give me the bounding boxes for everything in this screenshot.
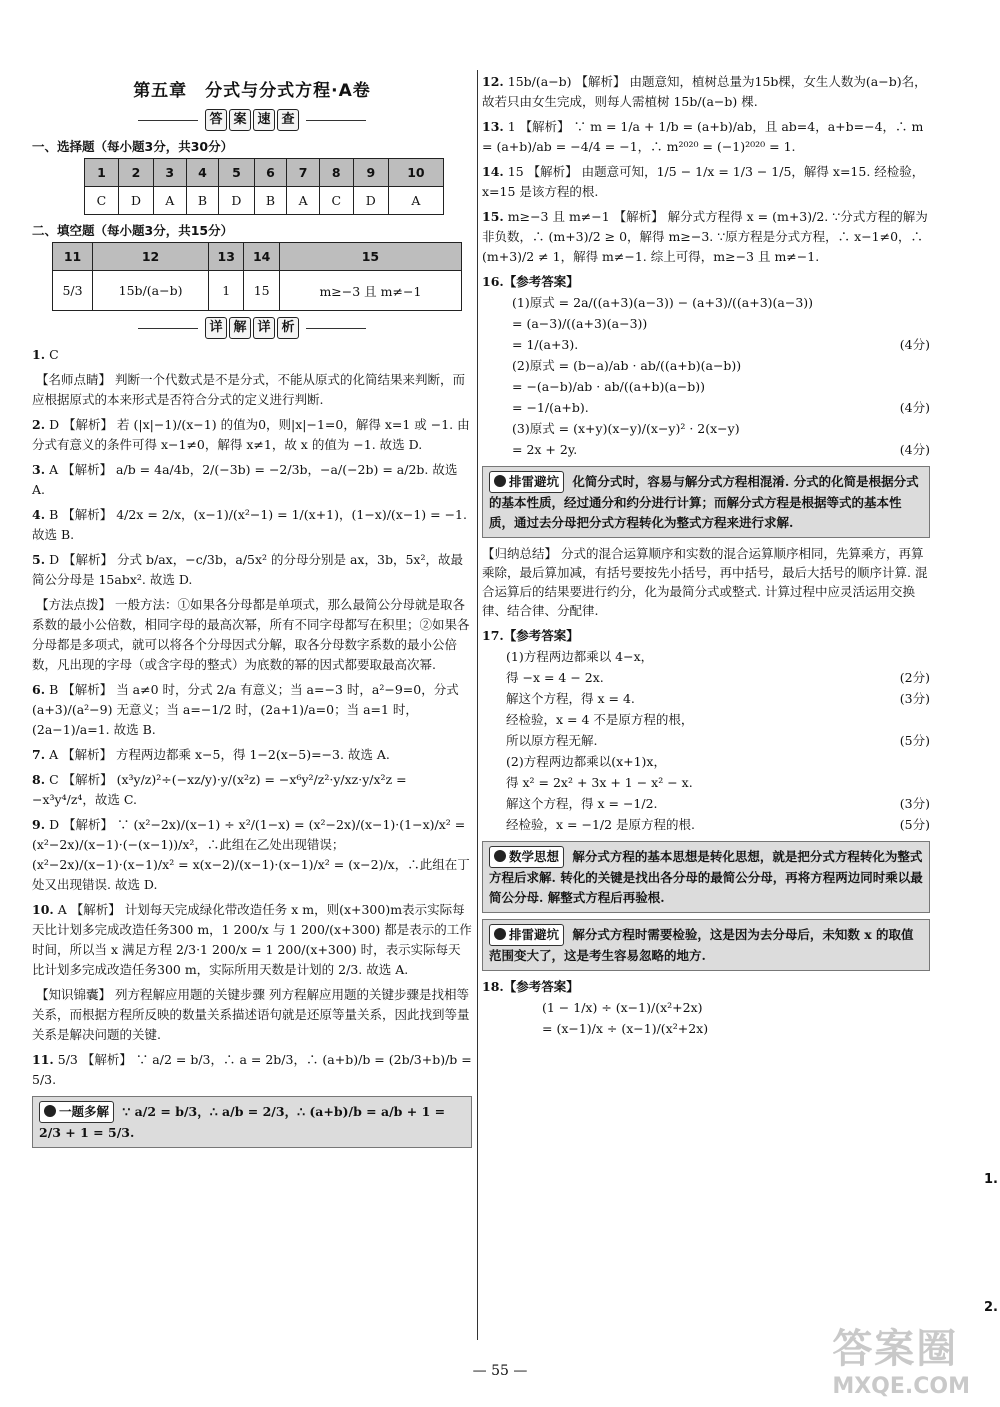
step-points: (5分) <box>899 733 930 748</box>
step-points <box>880 376 930 397</box>
step-points <box>880 646 930 667</box>
multi-solution-badge: 一题多解 <box>39 1101 114 1123</box>
solution-step <box>512 292 930 313</box>
step-text: 解这个方程，得 x = 4. <box>506 691 635 706</box>
item-text: 15 【解析】 由题意可知，1/5 − 1/x = 1/3 − 1/5，解得 x=15. 经检验，x=15 是该方程的根. <box>482 164 925 199</box>
item-number: 12. <box>482 74 504 89</box>
watermark-sub: MXQE.COM <box>832 1374 970 1399</box>
item-text: m≥−3 且 m≠−1 【解析】 解分式方程得 x = (m+3)/2. ∵分式方程的解为非负数，∴ (m+3)/2 ≥ 0，解得 m≥−3. ∵原方程是分式方程，∴ x−1≠0，∴ (m+3)/2 ≠ 1，解得 m≠−1. 综上可得，m≥−3 且 m≠−1. <box>482 209 928 264</box>
step-text: = (a−3)/((a+3)(a−3)) <box>512 316 648 331</box>
item-text: B 【解析】 当 a≠0 时，分式 2/a 有意义；当 a=−3 时，a²−9=0，分式 (a+3)/(a²−9) 无意义；当 a=−1/2 时，(2a+1)/a=0；当 a=1 时，(2a−1)/a=1. 故选 B. <box>32 682 459 737</box>
banner-char: 答 <box>205 109 227 131</box>
bulb-icon <box>494 475 506 487</box>
table-header-cell: 1 <box>85 159 119 187</box>
left-explanations <box>32 345 472 1090</box>
table-cell: D <box>219 187 254 215</box>
math-thought-text: 解分式方程的基本思想是转化思想，就是把分式方程转化为整式方程后求解. 转化的关键是找出各分母的最简公分母，再将方程两边同时乘以最简公分母. 解整式方程后再验根. <box>489 849 923 905</box>
solution-step <box>506 667 930 688</box>
step-text: (1)方程两边都乘以 4−x， <box>506 649 654 664</box>
solution-step <box>506 793 930 814</box>
table-header-cell: 13 <box>209 243 244 271</box>
multi-solution-box <box>32 1096 472 1148</box>
math-thought-badge: 数学思想 <box>489 846 564 868</box>
explanation-item <box>32 460 472 500</box>
table-header-cell: 7 <box>287 159 319 187</box>
step-points: (4分) <box>899 442 930 457</box>
banner-char: 案 <box>229 109 251 131</box>
step-text: = (x−1)/x ÷ (x−1)/(x²+2x) <box>542 1021 709 1036</box>
solution-step <box>512 439 930 460</box>
solution-step <box>506 730 930 751</box>
step-points <box>880 292 930 313</box>
table-cell: B <box>254 187 287 215</box>
fill-answer-table <box>52 242 462 311</box>
table-header-cell: 8 <box>319 159 353 187</box>
step-text: (2)原式 = (b−a)/ab · ab/((a+b)(a−b)) <box>512 358 742 373</box>
item-text: B 【解析】 4/2x = 2/x，(x−1)/(x²−1) = 1/(x+1)，(1−x)/(x−1) = −1. 故选 B. <box>32 507 467 542</box>
table-cell: 5/3 <box>53 271 93 311</box>
choice-answer-table <box>84 158 444 215</box>
explanation-item <box>482 72 930 112</box>
table-header-cell: 14 <box>244 243 279 271</box>
column-divider <box>477 70 478 1340</box>
item-text: A 【解析】 方程两边都乘 x−5，得 1−2(x−5)=−3. 故选 A. <box>49 747 390 762</box>
table-header-cell: 4 <box>186 159 219 187</box>
explanation-item <box>482 117 930 157</box>
left-column <box>32 60 472 1154</box>
item-text: 5/3 【解析】 ∵ a/2 = b/3，∴ a = 2b/3，∴ (a+b)/b = (2b/3+b)/b = 5/3. <box>32 1052 472 1087</box>
answer-quick-check-banner <box>32 109 472 131</box>
watermark-main: 答案圈 <box>832 1326 959 1372</box>
explanation-item <box>32 550 472 590</box>
site-watermark <box>832 1317 970 1399</box>
step-points <box>880 1018 930 1039</box>
table-header-cell: 2 <box>118 159 153 187</box>
item-text: C <box>49 347 59 362</box>
step-points <box>880 418 930 439</box>
table-cell: 15 <box>244 271 279 311</box>
step-points: (3分) <box>899 796 930 811</box>
item-number: 13. <box>482 119 504 134</box>
solution-step <box>506 814 930 835</box>
explanation-item <box>32 680 472 740</box>
table-cell: C <box>85 187 119 215</box>
step-text: (1)原式 = 2a/((a+3)(a−3)) − (a+3)/((a+3)(a−3)) <box>512 295 814 310</box>
question-17: 17.【参考答案】 (1)方程两边都乘以 4−x， 得 −x = 4 − 2x. (2分) 解这个方程，得 x = 4. (3分) 经检验，x = 4 不是原方程的根， 所以原方程无解. (5分) (2)方程两边都乘以(x+1)x， 得 x² = 2x² + 3x + 1 − x² − x. 解这个方程，得 x = −1/2. (3分) 经检验，x = −1/2 是原方程的根. (5分) <box>482 626 930 835</box>
summary-note: 【归纳总结】 分式的混合运算顺序和实数的混合运算顺序相同，先算乘方，再算乘除，最后算加减，有括号要按先小括号，再中括号，最后大括号的顺序计算. 混合运算后的结果要进行约分，化为最简分式或整式. 计算过程中应灵活运用交换律、结合律、分配律. <box>482 546 928 618</box>
table-header-cell: 11 <box>53 243 93 271</box>
item-text: 【名师点睛】 判断一个代数式是不是分式，不能从原式的化简结果来判断，而应根据原式的本来形式是否符合分式的定义进行判断. <box>32 372 465 407</box>
solution-step <box>506 688 930 709</box>
section-choice-heading: 一、选择题（每小题3分，共30分） <box>32 139 234 154</box>
explanation-item <box>482 162 930 202</box>
table-cell: A <box>154 187 186 215</box>
step-text: = −(a−b)/ab · ab/((a+b)(a−b)) <box>512 379 705 394</box>
section-fill-heading: 二、填空题（每小题3分，共15分） <box>32 223 234 238</box>
step-text: 经检验，x = −1/2 是原方程的根. <box>506 817 696 832</box>
step-points <box>880 751 930 772</box>
step-points <box>880 313 930 334</box>
item-text: 【方法点拨】 一般方法：①如果各分母都是单项式，那么最简公分母就是取各系数的最小公倍数，相同字母的最高次幂，所有不同字母都写在积里；②如果各分母都是多项式，就可以将各个分母因式分解，取各分母数字系数的最小公倍数，凡出现的字母（或含字母的整式）为底数的幂的因式都要取最高次幂. <box>32 597 470 672</box>
item-text: 15b/(a−b) 【解析】 由题意知，植树总量为15b棵，女生人数为(a−b)名，故若只由女生完成，则每人需植树 15b/(a−b) 棵. <box>482 74 927 109</box>
solution-step <box>512 334 930 355</box>
table-cell: C <box>319 187 353 215</box>
edge-mark: 2. <box>984 1300 998 1315</box>
math-thought-box <box>482 841 930 913</box>
step-text: = 2x + 2y. <box>512 442 578 457</box>
pitfall-box-2 <box>482 919 930 971</box>
solution-step <box>506 751 930 772</box>
pitfall-badge: 排雷避坑 <box>489 924 564 946</box>
step-points: (3分) <box>899 691 930 706</box>
explanation-item <box>32 595 472 675</box>
bulb-icon <box>44 1105 56 1117</box>
table-header-cell: 3 <box>154 159 186 187</box>
step-text: = 1/(a+3). <box>512 337 579 352</box>
pitfall-badge: 排雷避坑 <box>489 471 564 493</box>
item-number: 8. <box>32 772 46 787</box>
table-cell: 15b/(a−b) <box>93 271 209 311</box>
item-text: A 【解析】 计划每天完成绿化带改造任务 x m，则(x+300)m表示实际每天比计划多完成改造任务300 m，1 200/x 与 1 200/(x+300) 都是表示的工作时间，所以当 x 满足方程 2/3·1 200/x = 1 200/(x+300) 时，表示实际每天比计划多完成改造任务300 m，实际所用天数是计划的 2/3. 故选 A. <box>32 902 472 977</box>
step-points: (5分) <box>899 817 930 832</box>
solution-step <box>512 397 930 418</box>
table-header-cell: 6 <box>254 159 287 187</box>
edge-mark: 1. <box>984 1172 998 1187</box>
step-text: (3)原式 = (x+y)(x−y)/(x−y)² · 2(x−y) <box>512 421 740 436</box>
item-number: 15. <box>482 209 504 224</box>
solution-step <box>506 709 930 730</box>
bulb-icon <box>494 850 506 862</box>
item-number: 4. <box>32 507 46 522</box>
item-text: D 【解析】 ∵ (x²−2x)/(x−1) ÷ x²/(1−x) = (x²−2x)/(x−1)·(1−x)/x² = (x²−2x)/(x−1)·(−(x−1))/x²，∴此组在乙处出现错误；(x²−2x)/(x−1)·(x−1)/x² = x(x−2)/(x−1)·(x−1)/x² = (x−2)/x，∴此组在丁处又出现错误. 故选 D. <box>32 817 470 892</box>
item-number: 9. <box>32 817 46 832</box>
bulb-icon <box>494 928 506 940</box>
pitfall-text: 化简分式时，容易与解分式方程相混淆. 分式的化简是根据分式的基本性质，经过通分和约分进行计算；而解分式方程是根据等式的基本性质，通过去分母把分式方程转化为整式方程来进行求解. <box>489 474 919 530</box>
table-cell: 1 <box>209 271 244 311</box>
right-column <box>482 72 930 1044</box>
step-text: (2)方程两边都乘以(x+1)x， <box>506 754 666 769</box>
step-text: 解这个方程，得 x = −1/2. <box>506 796 658 811</box>
item-number: 14. <box>482 164 504 179</box>
explanation-item <box>32 770 472 810</box>
item-text: 【知识锦囊】 列方程解应用题的关键步骤 列方程解应用题的关键步骤是找相等关系，而根据方程所反映的数量关系描述语句就是还原等量关系，因此找到等量关系是解决问题的关键. <box>32 987 470 1042</box>
step-points: (2分) <box>899 670 930 685</box>
step-text: 所以原方程无解. <box>506 733 598 748</box>
solution-step <box>512 376 930 397</box>
table-cell: B <box>186 187 219 215</box>
banner-char: 速 <box>253 109 275 131</box>
explanation-item <box>32 985 472 1045</box>
banner-char: 解 <box>229 317 251 339</box>
solution-step <box>512 418 930 439</box>
banner-char: 详 <box>253 317 275 339</box>
banner-char: 查 <box>277 109 299 131</box>
table-cell: m≥−3 且 m≠−1 <box>279 271 461 311</box>
solution-step <box>506 646 930 667</box>
table-cell: A <box>388 187 443 215</box>
explanation-item <box>482 207 930 267</box>
solution-step <box>512 355 930 376</box>
pitfall-box-1 <box>482 466 930 538</box>
item-number: 11. <box>32 1052 54 1067</box>
step-points <box>880 709 930 730</box>
item-text: 1 【解析】 ∵ m = 1/a + 1/b = (a+b)/ab，且 ab=4，a+b=−4，∴ m = (a+b)/ab = −4/4 = −1，∴ m²⁰²⁰ = (−1)²⁰²⁰ = 1. <box>482 119 924 154</box>
right-explanations <box>482 72 930 267</box>
step-text: 得 −x = 4 − 2x. <box>506 670 604 685</box>
item-number: 1. <box>32 347 46 362</box>
step-text: (1 − 1/x) ÷ (x−1)/(x²+2x) <box>542 1000 703 1015</box>
detailed-explanation-banner <box>32 317 472 339</box>
item-text: C 【解析】 (x³y/z)²÷(−xz/y)·y/(x²z) = −x⁶y²/z²·y/xz·y/x²z = −x³y⁴/z⁴，故选 C. <box>32 772 407 807</box>
item-text: D 【解析】 分式 b/ax，−c/3b，a/5x² 的分母分别是 ax，3b，5x²，故最简公分母是 15abx². 故选 D. <box>32 552 463 587</box>
step-text: 经检验，x = 4 不是原方程的根， <box>506 712 694 727</box>
item-text: D 【解析】 若 (|x|−1)/(x−1) 的值为0，则|x|−1=0，解得 x=1 或 −1. 由分式有意义的条件可得 x−1≠0，解得 x≠1，故 x 的值为 −1. 故选 D. <box>32 417 470 452</box>
question-16: 16.【参考答案】 (1)原式 = 2a/((a+3)(a−3)) − (a+3)/((a+3)(a−3)) = (a−3)/((a+3)(a−3)) = 1/(a+3). (4分) (2)原式 = (b−a)/ab · ab/((a+b)(a−b)) = −(a−b)/ab · ab/((a+b)(a−b)) = −1/(a+b). (4分) (3)原式 = (x+y)(x−y)/(x−y)² · 2(x−y) = 2x + 2y. (4分) <box>482 272 930 460</box>
explanation-item <box>32 370 472 410</box>
item-number: 10. <box>32 902 54 917</box>
page-number: — 55 — <box>472 1363 528 1379</box>
step-points <box>880 772 930 793</box>
table-cell: A <box>287 187 319 215</box>
item-number: 6. <box>32 682 46 697</box>
solution-step <box>542 997 930 1018</box>
solution-step <box>506 772 930 793</box>
step-points <box>880 997 930 1018</box>
item-number: 5. <box>32 552 46 567</box>
explanation-item <box>32 1050 472 1090</box>
solution-step <box>512 313 930 334</box>
multi-solution-text: ∵ a/2 = b/3，∴ a/b = 2/3，∴ (a+b)/b = a/b + 1 = 2/3 + 1 = 5/3. <box>39 1104 446 1140</box>
explanation-item <box>32 900 472 980</box>
banner-char: 析 <box>277 317 299 339</box>
explanation-item <box>32 345 472 365</box>
table-header-cell: 9 <box>353 159 388 187</box>
explanation-item <box>32 415 472 455</box>
table-header-cell: 10 <box>388 159 443 187</box>
page-title: 第五章 分式与分式方程·A卷 <box>133 81 371 101</box>
solution-step <box>542 1018 930 1039</box>
table-header-cell: 12 <box>93 243 209 271</box>
table-header-cell: 15 <box>279 243 461 271</box>
step-text: = −1/(a+b). <box>512 400 589 415</box>
item-number: 2. <box>32 417 46 432</box>
step-points: (4分) <box>899 400 930 415</box>
item-number: 7. <box>32 747 46 762</box>
step-points <box>880 355 930 376</box>
banner-char: 详 <box>205 317 227 339</box>
step-text: 得 x² = 2x² + 3x + 1 − x² − x. <box>506 775 693 790</box>
pitfall-text: 解分式方程时需要检验，这是因为去分母后，未知数 x 的取值范围变大了，这是考生容易忽略的地方. <box>489 927 914 963</box>
item-text: A 【解析】 a/b = 4a/4b，2/(−3b) = −2/3b，−a/(−2b) = a/2b. 故选 A. <box>32 462 458 497</box>
table-cell: D <box>353 187 388 215</box>
question-18: 18.【参考答案】 (1 − 1/x) ÷ (x−1)/(x²+2x) = (x−1)/x ÷ (x−1)/(x²+2x) <box>482 977 930 1039</box>
table-cell: D <box>118 187 153 215</box>
step-points: (4分) <box>899 337 930 352</box>
explanation-item <box>32 815 472 895</box>
explanation-item <box>32 505 472 545</box>
explanation-item <box>32 745 472 765</box>
table-header-cell: 5 <box>219 159 254 187</box>
item-number: 3. <box>32 462 46 477</box>
